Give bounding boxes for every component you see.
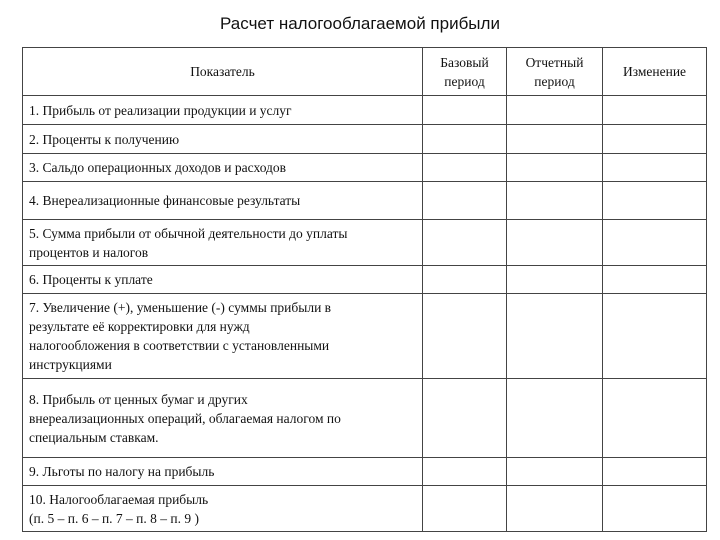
row-label-line: инструкциями (29, 357, 112, 372)
report-period-cell (507, 182, 603, 220)
table-row (23, 182, 707, 220)
row-label-line: 3. Сальдо операционных доходов и расходов (29, 160, 287, 175)
base-period-cell (423, 220, 507, 266)
row-label (23, 379, 423, 458)
change-cell (603, 458, 707, 486)
header-base-period: Базовый период (423, 48, 507, 96)
base-period-cell (423, 96, 507, 125)
base-period-cell (423, 266, 507, 294)
table-row (23, 458, 707, 486)
table-row (23, 125, 707, 154)
row-label-line: 4. Внереализационные финансовые результаты (29, 193, 301, 208)
row-label-line: 10. Налогооблагаемая прибыль (29, 491, 209, 507)
base-period-cell (423, 486, 507, 532)
report-period-cell (507, 486, 603, 532)
table-row (23, 486, 707, 532)
table-row (23, 220, 707, 266)
header-indicator: Показатель (23, 48, 423, 96)
header-row (23, 48, 707, 96)
table-row (23, 266, 707, 294)
row-label-line: 7. Увеличение (+), уменьшение (-) суммы прибыли в (29, 300, 332, 315)
change-cell (603, 379, 707, 458)
base-period-cell (423, 154, 507, 182)
row-label-line: (п. 5 – п. 6 – п. 7 – п. 8 – п. 9 ) (29, 510, 199, 526)
row-label-line: процентов и налогов (29, 244, 149, 260)
row-label-line: 2. Проценты к получению (29, 131, 180, 147)
row-label (23, 294, 423, 379)
base-period-cell (423, 294, 507, 379)
change-cell (603, 220, 707, 266)
report-period-cell (507, 458, 603, 486)
table-row (23, 379, 707, 458)
row-label-line: специальным ставкам. (29, 429, 159, 445)
table-row (23, 96, 707, 125)
header-report-period: Отчетный период (507, 48, 603, 96)
table-row (23, 294, 707, 379)
change-cell (603, 266, 707, 294)
table-row (23, 154, 707, 182)
row-label (23, 125, 423, 154)
row-label-line: 1. Прибыль от реализации продукции и услуг (29, 102, 292, 118)
row-label-line: результате её корректировки для нужд (29, 319, 250, 334)
base-period-cell (423, 379, 507, 458)
base-period-cell (423, 125, 507, 154)
report-period-cell (507, 125, 603, 154)
report-period-cell (507, 266, 603, 294)
row-label (23, 486, 423, 532)
row-label-line: 5. Сумма прибыли от обычной деятельности до уплаты (29, 225, 348, 241)
row-label (23, 96, 423, 125)
page-title: Расчет налогооблагаемой прибыли (220, 14, 500, 33)
row-label-line: налогообложения в соответствии с установленными (29, 338, 330, 353)
row-label (23, 458, 423, 486)
change-cell (603, 486, 707, 532)
base-period-cell (423, 182, 507, 220)
change-cell (603, 96, 707, 125)
row-label (23, 220, 423, 266)
row-label-line: 8. Прибыль от ценных бумаг и других (29, 391, 248, 407)
change-cell (603, 154, 707, 182)
row-label-line: внереализационных операций, облагаемая налогом по (29, 410, 341, 426)
report-period-cell (507, 154, 603, 182)
change-cell (603, 182, 707, 220)
report-period-cell (507, 220, 603, 266)
report-period-cell (507, 379, 603, 458)
change-cell (603, 294, 707, 379)
report-period-cell (507, 96, 603, 125)
base-period-cell (423, 458, 507, 486)
header-change: Изменение (603, 48, 707, 96)
report-period-cell (507, 294, 603, 379)
row-label-line: 9. Льготы по налогу на прибыль (29, 464, 215, 479)
change-cell (603, 125, 707, 154)
row-label (23, 182, 423, 220)
row-label-line: 6. Проценты к уплате (29, 272, 153, 287)
row-label (23, 266, 423, 294)
row-label (23, 154, 423, 182)
tax-profit-table (22, 47, 707, 532)
